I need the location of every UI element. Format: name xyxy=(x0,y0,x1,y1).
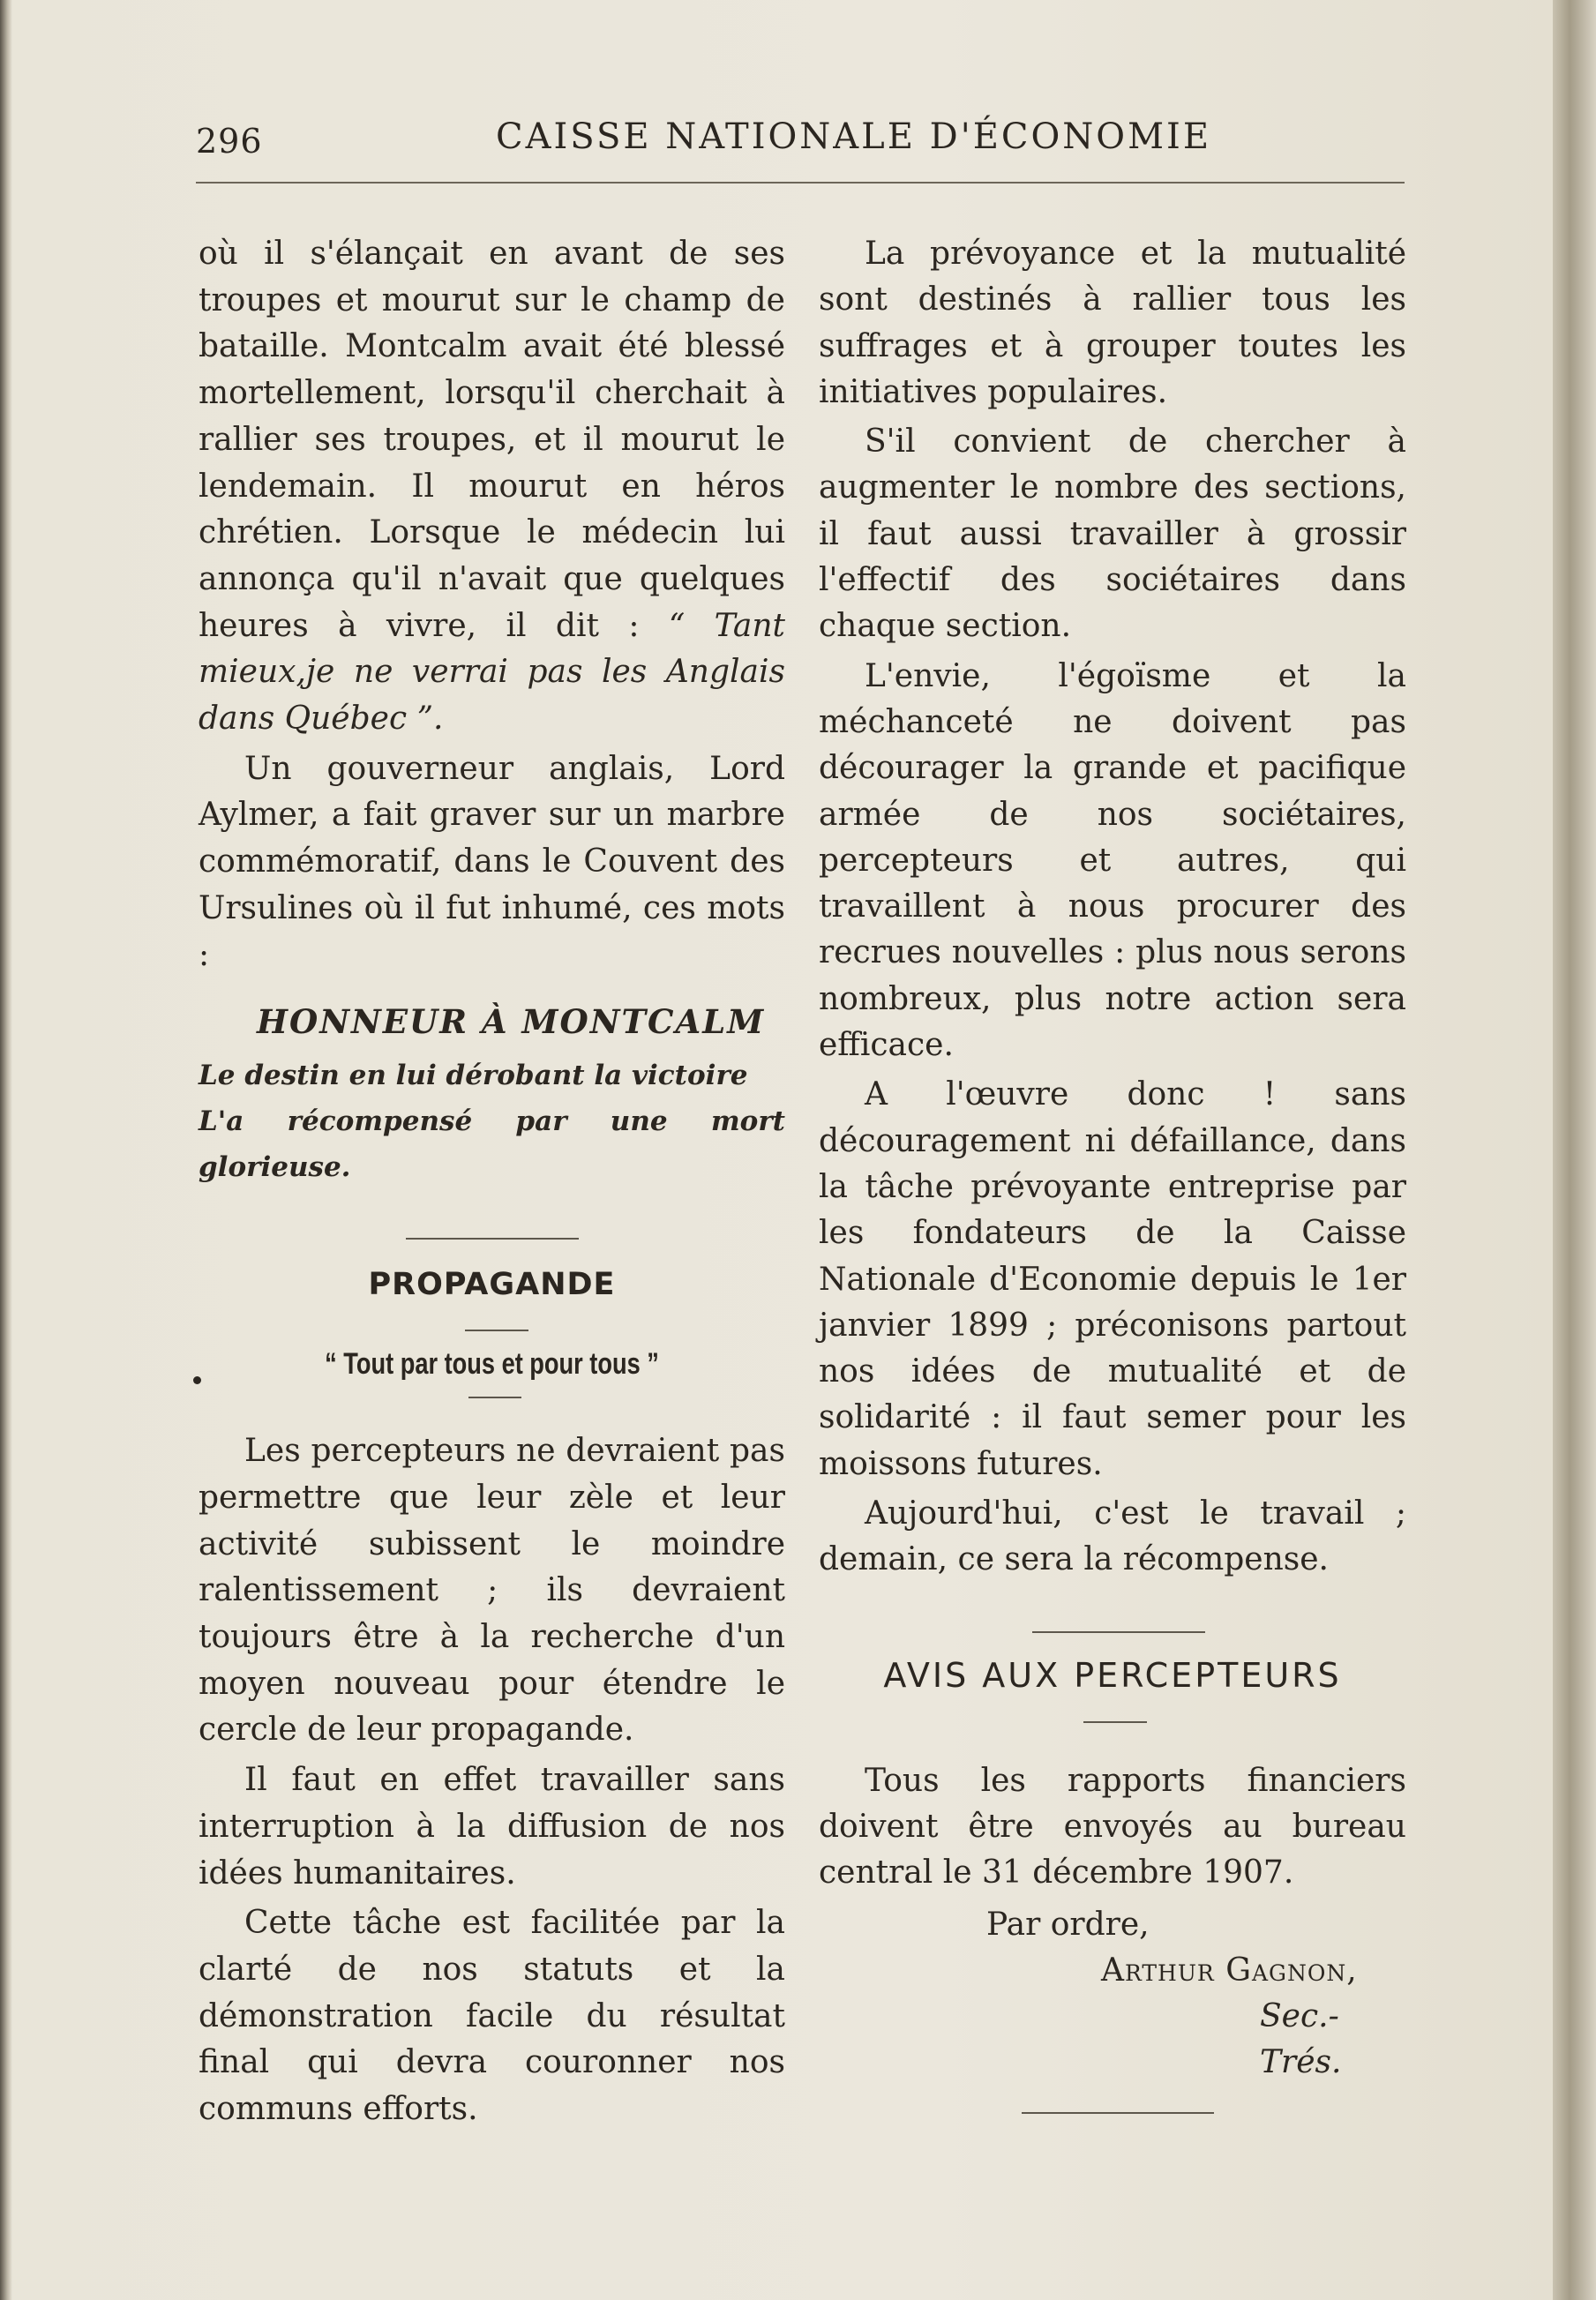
left-paragraph-4: Il faut en effet travailler sans interruption à la diffusion de nos idées humanitaires. xyxy=(199,1762,785,1892)
motto-line-2: L'a récompensé par une mort glorieuse. xyxy=(199,1105,785,1184)
title-underline xyxy=(465,1330,528,1331)
right-column xyxy=(819,231,1406,2114)
ink-speck xyxy=(193,1376,201,1384)
signatory-title: Sec.-Trés. xyxy=(1260,1997,1342,2080)
right-paragraph-4: A l'œuvre donc ! sans découragement ni défaillance, dans la tâche prévoyante entreprise par les fondateurs de la Caisse Nationale d'Economie depuis le 1er janvier 1899 ; préconisons partout nos idées de mutualité et de solidarité : il faut semer pour les moissons futures. xyxy=(819,1076,1406,1482)
left-column xyxy=(199,231,785,2133)
header-rule xyxy=(196,182,1405,184)
spacer xyxy=(199,1398,785,1428)
right-paragraph-1: La prévoyance et la mutualité sont destinés à rallier tous les suffrages et à grouper toutes les initiatives populaires. xyxy=(819,236,1406,410)
right-paragraph-5: Aujourd'hui, c'est le travail ; demain, ce sera la récompense. xyxy=(819,1495,1406,1578)
right-paragraph-2: S'il convient de chercher à augmenter le nombre des sections, il faut aussi travailler à grossir l'effectif des sociétaires dans chaque section. xyxy=(819,423,1406,645)
closing-rule xyxy=(1022,2112,1214,2114)
avis-title: AVIS AUX PERCEPTEURS xyxy=(883,1655,1342,1695)
slogan: “ Tout par tous et pour tous ” xyxy=(325,1347,659,1382)
par-ordre: Par ordre, xyxy=(986,1906,1150,1943)
section-divider xyxy=(406,1238,579,1240)
spacer xyxy=(819,1723,1406,1758)
motto-line-1: Le destin en lui dérobant la victoire xyxy=(199,1060,748,1092)
page-edge-shadow xyxy=(0,0,12,2300)
avis-divider xyxy=(1032,1631,1205,1633)
avis-text: Tous les rapports financiers doivent être envoyés au bureau central le 31 décembre 1907. xyxy=(819,1762,1406,1892)
left-paragraph-3: Les percepteurs ne devraient pas permettre que leur zèle et leur activité subissent le moindre ralentissement ; ils devraient toujours être à la recherche d'un moyen nouveau pour étendre le cercle de leur propagande. xyxy=(199,1433,785,1749)
left-paragraph-1: où il s'élançait en avant de ses troupes et mourut sur le champ de bataille. Montcalm avait été blessé mortellement, lorsqu'il cherchait à rallier ses troupes, et il mourut le lendemain. Il mourut en héros chrétien. Lorsque le médecin lui annonça qu'il n'avait que quelques heures à vivre, il dit : “ Tant mieux,je ne verrai pas les Anglais dans Québec ”. xyxy=(199,236,785,738)
left-paragraph-2: Un gouverneur anglais, Lord Aylmer, a fait graver sur un marbre commémoratif, dans le Couvent des Ursulines où il fut inhumé, ces mots : xyxy=(199,750,785,973)
montcalm-quote: “ Tant mieux,je ne verrai pas les Anglais dans Québec ”. xyxy=(199,607,785,738)
left-paragraph-5: Cette tâche est facilitée par la clarté de nos statuts et la démonstration facile du résultat final qui devra couronner nos communs efforts. xyxy=(199,1905,785,2128)
book-spine xyxy=(1553,0,1596,2300)
right-paragraph-3: L'envie, l'égoïsme et la méchanceté ne doivent pas décourager la grande et pacifique armée de nos sociétaires, percepteurs et autres, qui travaillent à nous procurer des recrues nouvelles : plus nous serons nombreux, plus notre action sera efficace. xyxy=(819,657,1406,1064)
page-header xyxy=(196,113,1405,166)
page-number: 296 xyxy=(196,122,263,161)
motto-title: HONNEUR À MONTCALM xyxy=(257,1002,766,1042)
running-title: CAISSE NATIONALE D'ÉCONOMIE xyxy=(496,116,1212,157)
section-title: PROPAGANDE xyxy=(368,1267,616,1303)
signatory-name: Arthur Gagnon, xyxy=(1101,1952,1358,1989)
